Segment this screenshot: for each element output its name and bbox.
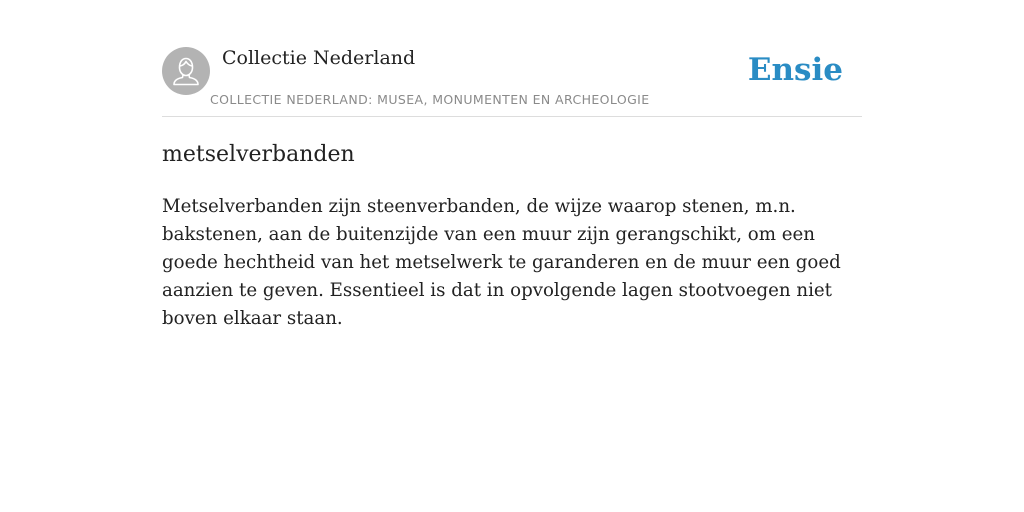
entry-header [162, 0, 862, 117]
author-avatar[interactable] [162, 47, 210, 95]
ensie-logo[interactable]: Ensie [747, 52, 843, 88]
entry-term: metselverbanden [162, 142, 355, 167]
author-name[interactable]: Collectie Nederland [222, 47, 416, 69]
entry-definition: Metselverbanden zijn steenverbanden, de wijze waarop stenen, m.n. bakstenen, aan de buitenzijde van een muur zijn gerangschikt, om een goede hechtheid van het metselwerk te garanderen en de muur een goed aanzien te geven. Essentieel is dat in opvolgende lagen stootvoegen niet boven elkaar staan. [162, 196, 841, 329]
collection-link[interactable]: COLLECTIE NEDERLAND: MUSEA, MONUMENTEN EN ARCHEOLOGIE [210, 92, 650, 107]
user-silhouette-icon [162, 47, 210, 95]
